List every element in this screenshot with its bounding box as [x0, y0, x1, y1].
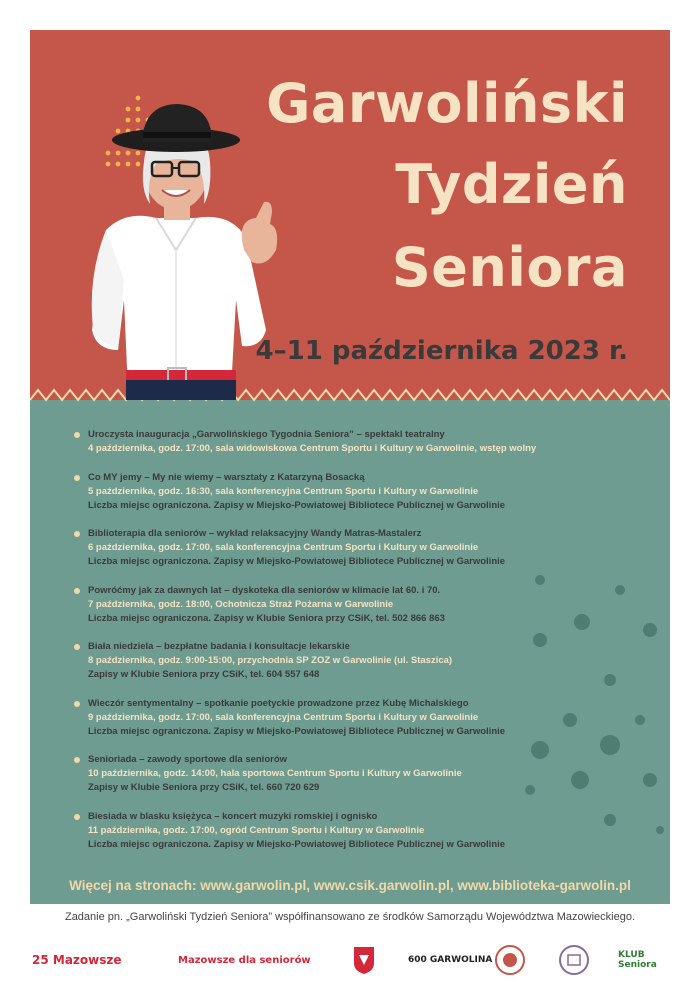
event-details: 10 października, godz. 14:00, hala sportowa Centrum Sportu i Kultury w Garwolinie: [88, 768, 462, 779]
event-title: Senioriada – zawody sportowe dla seniorów: [88, 754, 288, 765]
garwolin-600-logo-text: 600 GARWOLINA: [408, 955, 493, 965]
title-line-3: Seniora: [391, 236, 628, 299]
event-details: 5 października, godz. 16:30, sala konferencyjna Centrum Sportu i Kultury w Garwolinie: [88, 485, 479, 497]
event-item: [74, 584, 614, 626]
csik-badge-icon: [494, 942, 526, 978]
title-line-1: Garwoliński: [266, 72, 628, 135]
event-note: Liczba miejsc ograniczona. Zapisy w Miejsko-Powiatowej Bibliotece Publicznej w Garwolinie: [88, 499, 506, 511]
event-note: Zapisy w Klubie Seniora przy CSiK, tel. 660 720 629: [88, 782, 320, 793]
event-details: 9 października, godz. 17:00, sala konferencyjna Centrum Sportu i Kultury w Garwolinie: [88, 711, 479, 723]
event-details: 7 października, godz. 18:00, Ochotnicza Straż Pożarna w Garwolinie: [88, 598, 394, 610]
bullet-icon: [74, 432, 80, 438]
klub-seniora-logo: [618, 942, 670, 978]
event-item: [74, 428, 614, 456]
poster: [30, 30, 670, 904]
seal-icon: [558, 944, 590, 976]
event-title: Biblioterapia dla seniorów – wykład relaksacyjny Wandy Matras-Mastalerz: [88, 528, 422, 539]
funding-note: Zadanie pn. „Garwoliński Tydzień Seniora” współfinansowano ze środków Samorządu Województwa Mazowieckiego.: [64, 911, 636, 923]
event-details: 8 października, godz. 9:00-15:00, przychodnia SP ZOZ w Garwolinie (ul. Staszica): [88, 655, 453, 666]
bullet-icon: [74, 814, 80, 820]
event-title: Uroczysta inauguracja „Garwolińskiego Tygodnia Seniora” – spektakl teatralny: [88, 429, 445, 440]
garwolin-600-logo: [408, 942, 492, 978]
event-details: 11 października, godz. 17:00, ogród Centrum Sportu i Kultury w Garwolinie: [88, 824, 425, 836]
library-seal-icon: [558, 942, 590, 978]
event-title: Wieczór sentymentalny – spotkanie poetyckie prowadzone przez Kubę Michalskiego: [88, 697, 469, 709]
event-item: [74, 640, 614, 682]
event-note: Liczba miejsc ograniczona. Zapisy w Miejsko-Powiatowej Bibliotece Publicznej w Garwolinie: [88, 838, 506, 850]
event-title: Powróćmy jak za dawnych lat – dyskoteka dla seniorów w klimacie lat 60. i 70.: [88, 584, 441, 596]
event-note: Liczba miejsc ograniczona. Zapisy w Klubie Seniora przy CSiK, tel. 502 866 863: [88, 612, 445, 624]
event-details: 4 października, godz. 17:00, sala widowiskowa Centrum Sportu i Kultury w Garwolinie, wstęp wolny: [88, 443, 537, 454]
senior-woman-illustration: [66, 100, 286, 400]
bullet-icon: [74, 644, 80, 650]
garwolin-crest-icon: [352, 942, 376, 978]
event-item: [74, 810, 614, 852]
bullet-icon: [74, 531, 80, 537]
bullet-icon: [74, 757, 80, 763]
event-details: 6 października, godz. 17:00, sala konferencyjna Centrum Sportu i Kultury w Garwolinie: [88, 542, 479, 553]
mazowsze-dla-seniorow-logo-text: Mazowsze dla seniorów: [178, 954, 311, 966]
round-badge-icon: [494, 944, 526, 976]
decorative-circle: [635, 715, 645, 725]
event-item: [74, 471, 614, 513]
bullet-icon: [74, 475, 80, 481]
event-title: Biała niedziela – bezpłatne badania i konsultacje lekarskie: [88, 641, 350, 652]
event-item: [74, 697, 614, 739]
decorative-circle: [643, 773, 657, 787]
more-info-websites: Więcej na stronach: www.garwolin.pl, www.csik.garwolin.pl, www.biblioteka-garwolin.pl: [69, 878, 631, 893]
event-item: [74, 527, 614, 569]
title-line-2: Tydzień: [395, 153, 628, 216]
decorative-circle: [643, 623, 657, 637]
mazowsze-25-logo-text: 25 Mazowsze: [32, 953, 122, 967]
event-title: Co MY jemy – My nie wiemy – warsztaty z Katarzyną Bosacką: [88, 471, 365, 483]
mazowsze-dla-seniorow-logo: [178, 942, 311, 978]
klub-seniora-logo-text: KLUB Seniora: [618, 950, 657, 970]
event-note: Liczba miejsc ograniczona. Zapisy w Miejsko-Powiatowej Bibliotece Publicznej w Garwolinie: [88, 725, 506, 737]
crest-icon: [352, 945, 376, 975]
bullet-icon: [74, 588, 80, 594]
bullet-icon: [74, 701, 80, 707]
decorative-circle: [656, 826, 664, 834]
mazowsze-25-logo: [32, 942, 122, 978]
event-dates: 4–11 października 2023 r.: [255, 336, 628, 366]
logo-bar: [30, 942, 670, 978]
decorative-circle: [615, 585, 625, 595]
event-list: [74, 428, 614, 866]
event-item: [74, 753, 614, 795]
event-title: Biesiada w blasku księżyca – koncert muzyki romskiej i ognisko: [88, 810, 378, 822]
event-note: Liczba miejsc ograniczona. Zapisy w Miejsko-Powiatowej Bibliotece Publicznej w Garwolinie: [88, 556, 506, 567]
event-note: Zapisy w Klubie Seniora przy CSiK, tel. 604 557 648: [88, 669, 320, 680]
